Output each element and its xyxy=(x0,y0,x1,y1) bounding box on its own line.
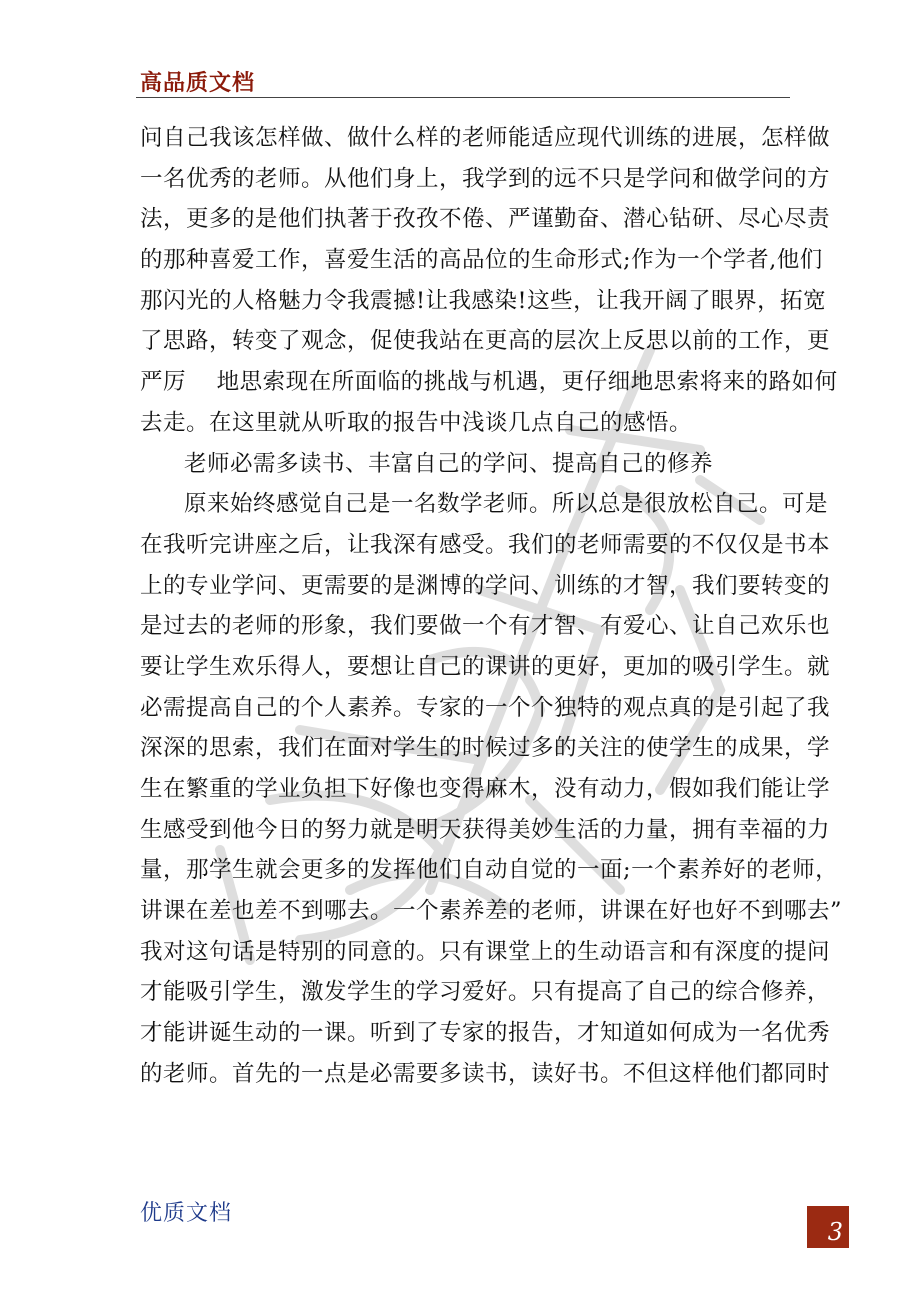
body-line: 生感受到他今日的努力就是明天获得美妙生活的力量，拥有幸福的力 xyxy=(140,816,831,843)
footer-title: 优质文档 xyxy=(140,1201,233,1226)
page-number-badge xyxy=(807,1206,849,1248)
body-line: 去走。在这里就从听取的报告中浅谈几点自己的感悟。 xyxy=(140,409,693,436)
body-line: 那闪光的人格魅力令我震撼!让我感染!这些，让我开阔了眼界，拓宽 xyxy=(140,287,827,314)
paragraph-1 xyxy=(140,118,838,444)
body-line: 量，那学生就会更多的发挥他们自动自觉的一面;一个素养好的老师， xyxy=(140,857,839,884)
body-line: 是过去的老师的形象，我们要做一个有才智、有爱心、让自己欢乐也 xyxy=(140,613,831,640)
section-heading xyxy=(140,444,780,485)
body-line: 法，更多的是他们执著于孜孜不倦、严谨勤奋、潜心钻研、尽心尽责 xyxy=(140,206,831,233)
body-line: 要让学生欢乐得人，要想让自己的课讲的更好，更加的吸引学生。就 xyxy=(140,653,831,680)
header-title: 高品质文档 xyxy=(140,71,256,96)
body-line: 原来始终感觉自己是一名数学老师。所以总是很放松自己。可是 xyxy=(184,491,829,518)
body-line: 问自己我该怎样做、做什么样的老师能适应现代训练的进展，怎样做 xyxy=(140,125,831,151)
body-line: 必需提高自己的个人素养。专家的一个个独特的观点真的是引起了我 xyxy=(140,694,831,721)
paragraph-2 xyxy=(140,484,843,1094)
body-line: 严厉 地思索现在所面临的挑战与机遇，更仔细地思索将来的路如何 xyxy=(140,369,838,396)
body-line: 才能吸引学生，激发学生的学习爱好。只有提高了自己的综合修养， xyxy=(140,979,831,1006)
body-line: 上的专业学问、更需要的是渊博的学问、训练的才智，我们要转变的 xyxy=(140,572,831,599)
body-line: 在我听完讲座之后，让我深有感受。我们的老师需要的不仅仅是书本 xyxy=(140,531,831,558)
body-line: 的那种喜爱工作，喜爱生活的高品位的生命形式;作为一个学者,他们 xyxy=(140,247,823,274)
body-line: 我对这句话是特别的同意的。只有课堂上的生动语言和有深度的提问 xyxy=(140,938,831,965)
body-line: 一名优秀的老师。从他们身上，我学到的远不只是学问和做学问的方 xyxy=(140,165,831,192)
body-line: 了思路，转变了观念，促使我站在更高的层次上反思以前的工作，更 xyxy=(140,328,831,355)
body-line: 生在繁重的学业负担下好像也变得麻木，没有动力，假如我们能让学 xyxy=(140,776,831,802)
page-number: 3 xyxy=(827,1218,843,1246)
header-divider xyxy=(136,97,790,98)
body-line: 老师必需多读书、丰富自己的学问、提高自己的修养 xyxy=(184,450,714,477)
body-line: 讲课在差也差不到哪去。一个素养差的老师，讲课在好也好不到哪去” xyxy=(140,898,843,925)
body-line: 深深的思索，我们在面对学生的时候过多的关注的使学生的成果，学 xyxy=(140,735,831,762)
document-body xyxy=(140,118,843,1095)
body-line: 才能讲诞生动的一课。听到了专家的报告，才知道如何成为一名优秀 xyxy=(140,1020,831,1047)
body-line: 的老师。首先的一点是必需要多读书，读好书。不但这样他们都同时 xyxy=(140,1060,831,1087)
